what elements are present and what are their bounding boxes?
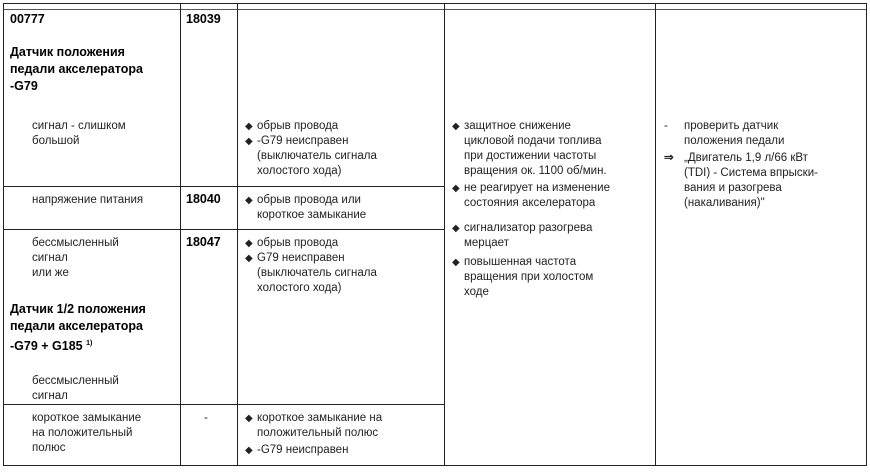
effect-1-line-2: цикловой подачи топлива xyxy=(464,135,602,147)
sensor2-title-line-1: Датчик 1/2 положения xyxy=(10,302,146,316)
remedy-ref-2[interactable]: (TDI) - Система впрыски- xyxy=(684,167,818,179)
error-code-18047: 18047 xyxy=(186,235,221,249)
nonsense-label-1: бессмысленный xyxy=(32,237,119,249)
cause-cont-1: (выключатель сигнала xyxy=(257,150,377,162)
nonsense-cause-cont-1: (выключатель сигнала xyxy=(257,267,377,279)
table-top-border xyxy=(3,3,867,4)
effect-2-line-1: ◆ не реагирует на изменение xyxy=(452,182,610,194)
bullet-icon: ◆ xyxy=(245,121,253,132)
remedy-line-1: проверить датчик xyxy=(684,120,779,132)
bullet-icon: ◆ xyxy=(452,183,460,194)
arrow-icon: ⇒ xyxy=(664,152,674,164)
error-code-18039: 18039 xyxy=(186,12,221,26)
supply-cause-2: короткое замыкание xyxy=(257,209,367,221)
signal-high-label-2: большой xyxy=(32,135,80,147)
cause-g79-faulty: ◆ -G79 неисправен xyxy=(245,135,349,147)
effect-3-line-1: ◆ сигнализатор разогрева xyxy=(452,222,593,234)
remedy-ref-3[interactable]: вания и разогрева xyxy=(684,182,782,194)
supply-cause-1: ◆ обрыв провода или xyxy=(245,194,361,206)
sensor2-title-line-2: педали акселератора xyxy=(10,319,143,333)
remedy-dash: - xyxy=(664,120,668,132)
col-border-4 xyxy=(655,3,656,466)
col-border-2 xyxy=(237,3,238,466)
bullet-icon: ◆ xyxy=(452,257,460,268)
remedy-ref-1[interactable]: „Двигатель 1,9 л/66 кВт xyxy=(684,152,808,164)
effect-2-line-2: состояния акселератора xyxy=(464,197,596,209)
signal-high-label-1: сигнал - слишком xyxy=(32,120,126,132)
nonsense-cause-1: ◆ обрыв провода xyxy=(245,237,339,249)
fault-code: 00777 xyxy=(10,12,45,26)
col-border-5 xyxy=(866,3,867,466)
short-code: - xyxy=(204,412,208,424)
effect-1-line-4: вращения ок. 1100 об/мин. xyxy=(464,165,607,177)
sensor-title-line-2: педали акселератора xyxy=(10,62,143,76)
bullet-icon: ◆ xyxy=(245,253,253,264)
remedy-line-2: положения педали xyxy=(684,135,785,147)
effect-1-line-3: при достижении частоты xyxy=(464,150,597,162)
nonsense2-label-2: сигнал xyxy=(32,390,68,402)
nonsense2-label-1: бессмысленный xyxy=(32,375,119,387)
effect-3-line-2: мерцает xyxy=(464,237,509,249)
bullet-icon: ◆ xyxy=(245,136,253,147)
footnote-marker: 1) xyxy=(86,340,93,347)
bullet-icon: ◆ xyxy=(245,238,253,249)
bullet-icon: ◆ xyxy=(245,445,253,456)
short-label-2: на положительный xyxy=(32,427,133,439)
cause-open-wire: ◆ обрыв провода xyxy=(245,120,339,132)
sensor-title-line-3: -G79 xyxy=(10,79,38,93)
nonsense-label-3: или же xyxy=(32,267,69,279)
table-bottom-border xyxy=(3,465,867,466)
effect-1-line-1: ◆ защитное снижение xyxy=(452,120,571,132)
effect-4-line-1: ◆ повышенная частота xyxy=(452,256,577,268)
col-border-3 xyxy=(444,3,445,466)
short-cause-3: ◆ -G79 неисправен xyxy=(245,444,349,456)
effect-4-line-3: ходе xyxy=(464,286,489,298)
nonsense-label-2: сигнал xyxy=(32,252,68,264)
effect-4-line-2: вращения при холостом xyxy=(464,271,594,283)
nonsense-cause-cont-2: холостого хода) xyxy=(257,282,342,294)
row-separator-3 xyxy=(3,404,444,405)
error-code-18040: 18040 xyxy=(186,192,221,206)
cause-cont-2: холостого хода) xyxy=(257,165,342,177)
sensor-title-line-1: Датчик положения xyxy=(10,45,125,59)
table-top-border-inner xyxy=(3,9,867,10)
short-label-3: полюс xyxy=(32,442,66,454)
row-separator-1 xyxy=(3,186,444,187)
nonsense-cause-2: ◆ G79 неисправен xyxy=(245,252,345,264)
short-label-1: короткое замыкание xyxy=(32,412,142,424)
bullet-icon: ◆ xyxy=(245,195,253,206)
bullet-icon: ◆ xyxy=(452,121,460,132)
bullet-icon: ◆ xyxy=(245,413,253,424)
col-border-0 xyxy=(3,3,4,466)
short-cause-2: положительный полюс xyxy=(257,427,379,439)
col-border-1 xyxy=(180,3,181,466)
sensor2-title-line-3: -G79 + G185 $^{1)}$ xyxy=(10,339,93,354)
remedy-ref-4[interactable]: (накаливания)" xyxy=(684,197,765,209)
supply-voltage-label: напряжение питания xyxy=(32,194,144,206)
bullet-icon: ◆ xyxy=(452,223,460,234)
row-separator-2 xyxy=(3,229,444,230)
short-cause-1: ◆ короткое замыкание на xyxy=(245,412,383,424)
